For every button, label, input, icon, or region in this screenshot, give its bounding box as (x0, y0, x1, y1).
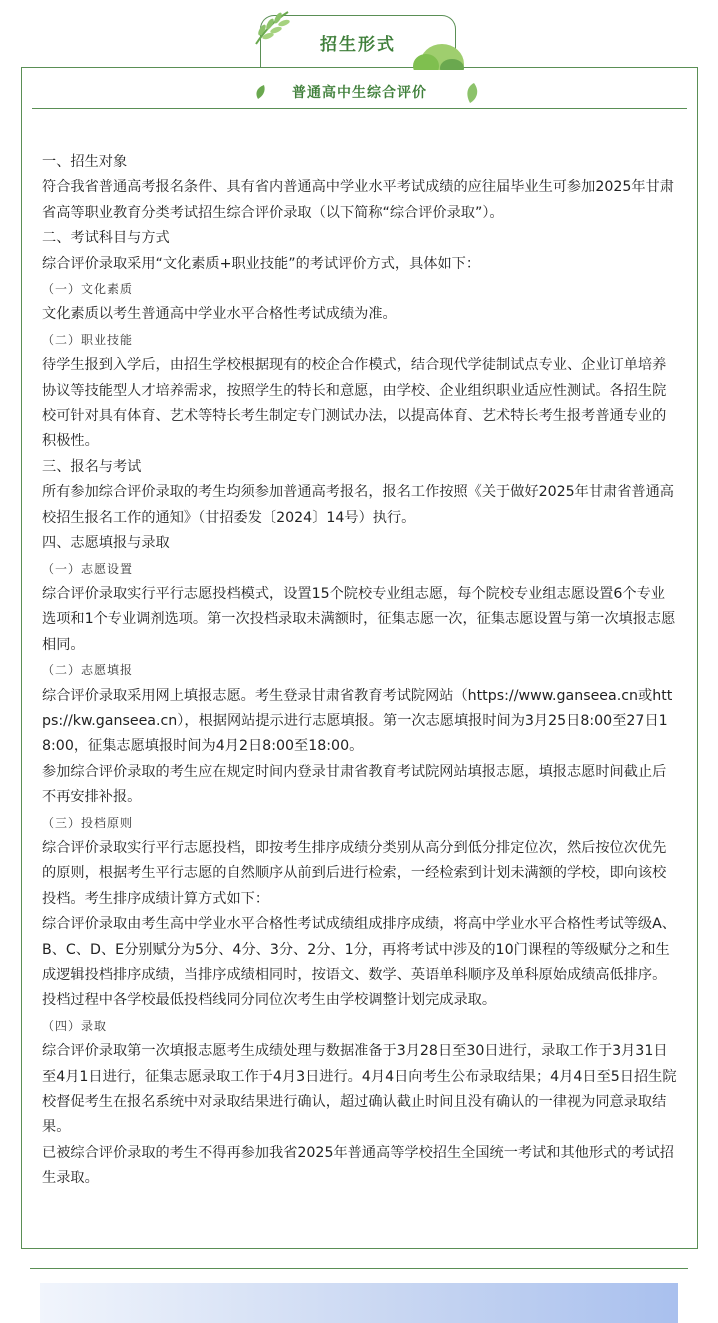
body-paragraph: 综合评价录取采用网上填报志愿。考生登录甘肃省教育考试院网站（https://www.ganseea.cn或https://kw.ganseea.cn），根据网站提示进行志愿填报。第一次志愿填报时间为3月25日8:00至27日18:00，征集志愿填报时间为4月2日8:00至18:00。 (42, 687, 673, 755)
body-paragraph: 文化素质以考生普通高中学业水平合格性考试成绩为准。 (42, 306, 397, 323)
card-header (32, 74, 687, 109)
body-paragraph: 参加综合评价录取的考生应在规定时间内登录甘肃省教育考试院网站填报志愿，填报志愿时间截止后不再安排补报。 (42, 763, 667, 806)
content-card (21, 67, 698, 1249)
section-heading: 四、志愿填报与录取 (42, 535, 170, 552)
section-heading: 一、招生对象 (42, 154, 128, 170)
body-paragraph: 综合评价录取实行平行志愿投档模式，设置15个院校专业组志愿，每个院校专业组志愿设置6个专业选项和1个专业调剂选项。第一次投档录取未满额时，征集志愿一次，征集志愿设置与第一次填报志愿相同。 (42, 585, 676, 653)
subsection-heading: （一）志愿设置 (42, 561, 134, 576)
divider (30, 1268, 688, 1269)
section-tab-title: 招生形式 (320, 35, 396, 55)
leaf-icon (465, 82, 481, 104)
card-header-title: 普通高中生综合评价 (292, 85, 427, 101)
green-hills-icon (412, 38, 464, 70)
leaf-sprig-icon (250, 6, 294, 48)
body-paragraph: 综合评价录取实行平行志愿投档，即按考生排序成绩分类别从高分到低分排定位次，然后按位次优先的原则，根据考生平行志愿的自然顺序从前到后进行检索，一经检索到计划未满额的学校，即向该校投档。考生排序成绩计算方式如下： (42, 839, 667, 907)
section-heading: 二、考试科目与方式 (42, 230, 170, 247)
subsection-heading: （四）录取 (42, 1018, 108, 1033)
body-paragraph: 综合评价录取第一次填报志愿考生成绩处理与数据准备于3月28日至30日进行，录取工作于3月31日至4月1日进行，征集志愿录取工作于4月3日进行。4月4日向考生公布录取结果；4月4日至5日招生院校督促考生在报名系统中对录取结果进行确认，超过确认截止时间且没有确认的一律视为同意录取结果。 (42, 1043, 677, 1136)
subsection-heading: （一）文化素质 (42, 282, 134, 297)
body-paragraph: 综合评价录取由考生高中学业水平合格性考试成绩组成排序成绩，将高中学业水平合格性考试等级A、B、C、D、E分别赋分为5分、4分、3分、2分、1分，再将考试中涉及的10门课程的等级赋分之和生成逻辑投档排序成绩，当排序成绩相同时，按语文、数学、英语单科顺序及单科原始成绩高低排序。投档过程中各学校最低投档线同分同位次考生由学校调整计划完成录取。 (42, 916, 676, 1009)
subsection-heading: （二）志愿填报 (42, 663, 134, 678)
body-paragraph: 待学生报到入学后，由招生学校根据现有的校企合作模式，结合现代学徒制试点专业、企业订单培养协议等技能型人才培养需求，按照学生的特长和意愿，由学校、企业组织职业适应性测试。各招生院校可针对具有体育、艺术等特长考生制定专门测试办法，以提高体育、艺术特长考生报考普通专业的积极性。 (42, 357, 667, 450)
body-paragraph: 所有参加综合评价录取的考生均须参加普通高考报名，报名工作按照《关于做好2025年甘肃省普通高校招生报名工作的通知》（甘招委发〔2024〕14号）执行。 (42, 484, 674, 526)
body-paragraph: 综合评价录取采用“文化素质+职业技能”的考试评价方式，具体如下： (42, 255, 481, 272)
subsection-heading: （三）投档原则 (42, 815, 134, 830)
body-paragraph: 已被综合评价录取的考生不得再参加我省2025年普通高等学校招生全国统一考试和其他形式的考试招生录取。 (42, 1144, 674, 1187)
section-heading: 三、报名与考试 (42, 458, 142, 475)
subsection-heading: （二）职业技能 (42, 332, 134, 347)
body-paragraph: 符合我省普通高考报名条件、具有省内普通高中学业水平考试成绩的应往届毕业生可参加2025年甘肃省高等职业教育分类考试招生综合评价录取（以下简称“综合评价录取”）。 (42, 179, 674, 221)
article-body (42, 150, 678, 1192)
bottom-banner-image (40, 1283, 678, 1323)
